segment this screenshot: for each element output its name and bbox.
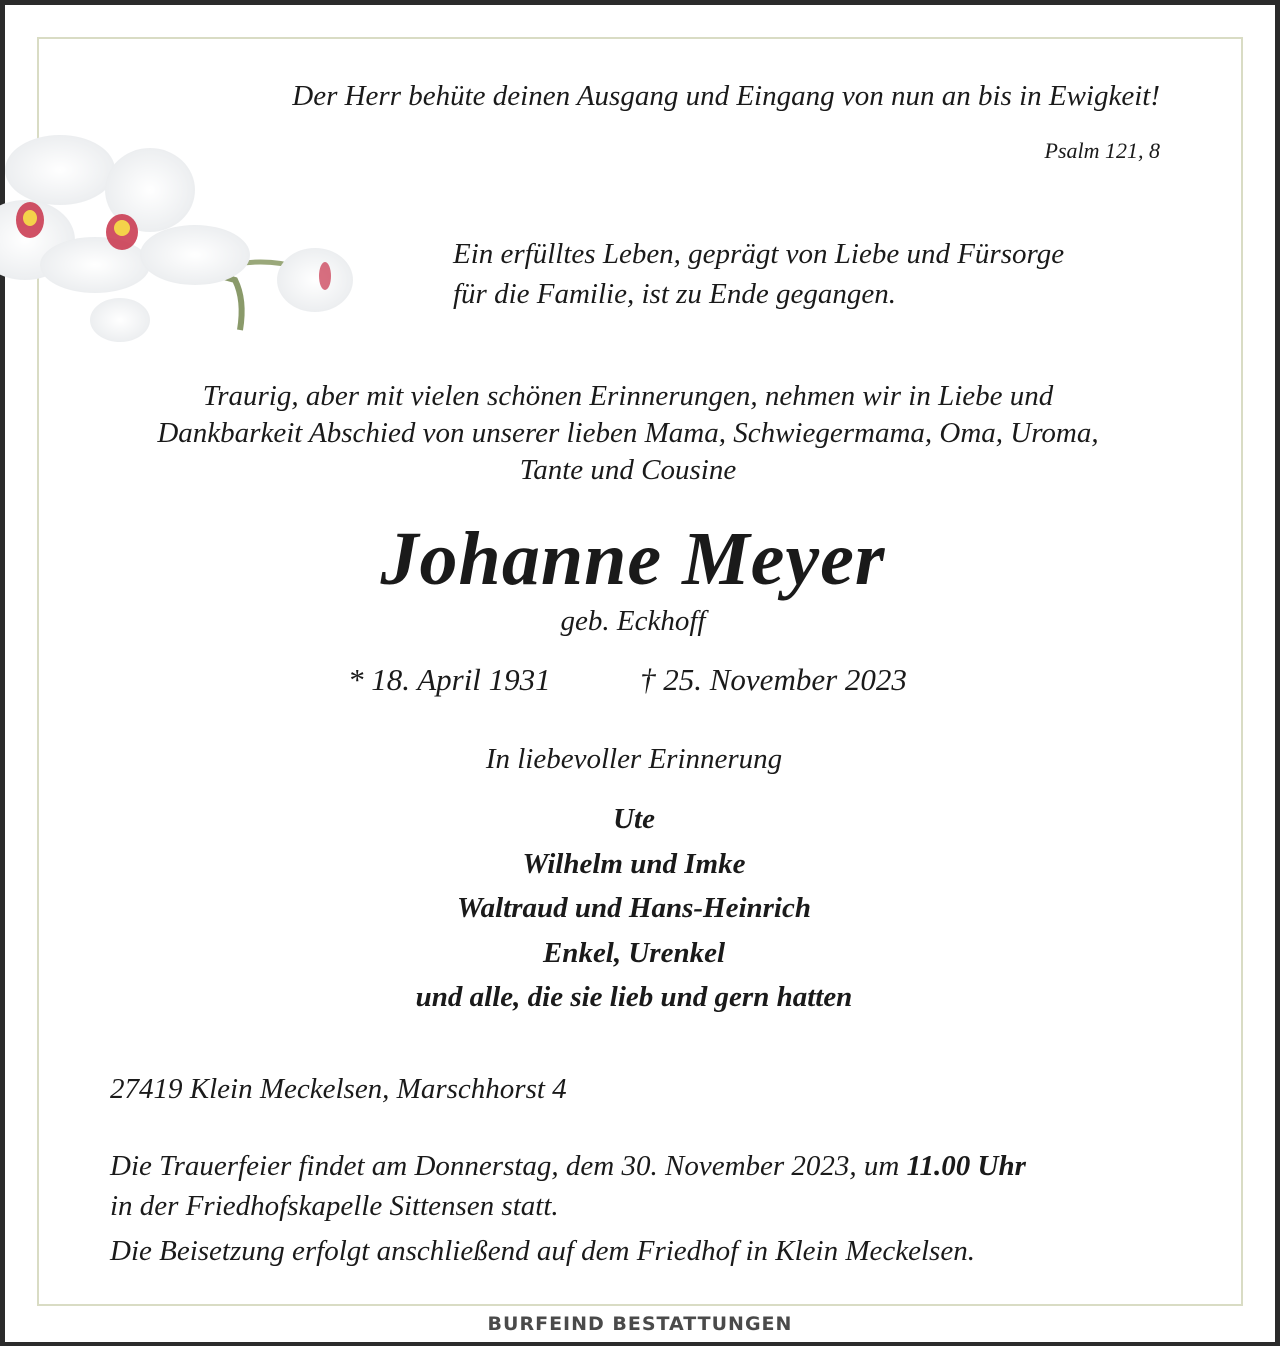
funeral-line-2: in der Friedhofskapelle Sittensen statt. xyxy=(110,1190,559,1222)
life-statement-line: für die Familie, ist zu Ende gegangen. xyxy=(453,278,896,310)
death-date: † 25. November 2023 xyxy=(640,662,907,697)
life-statement xyxy=(453,234,1173,314)
funeral-time: 11.00 Uhr xyxy=(906,1150,1026,1182)
funeral-date-text: Die Trauerfeier findet am Donnerstag, dem 30. November 2023, um xyxy=(110,1150,907,1182)
orchid-flower-image xyxy=(0,130,380,360)
bible-verse-reference: Psalm 121, 8 xyxy=(1044,138,1160,163)
mourner-entry: Enkel, Urenkel xyxy=(542,936,726,969)
life-statement-line: Ein erfülltes Leben, geprägt von Liebe und Fürsorge xyxy=(453,238,1065,270)
mourner-entry: und alle, die sie lieb und gern hatten xyxy=(415,981,853,1013)
funeral-line-1 xyxy=(110,1146,1210,1186)
farewell-intro-line: Tante und Cousine xyxy=(519,454,737,486)
family-address: 27419 Klein Meckelsen, Marschhorst 4 xyxy=(110,1073,567,1105)
birth-date: * 18. April 1931 xyxy=(348,662,551,697)
maiden-name: geb. Eckhoff xyxy=(560,605,706,637)
bible-verse: Der Herr behüte deinen Ausgang und Eingang von nun an bis in Ewigkeit! xyxy=(292,80,1160,112)
mourner-entry: Ute xyxy=(613,803,655,835)
memory-line: In liebevoller Erinnerung xyxy=(485,743,783,775)
mourner-entry: Wilhelm und Imke xyxy=(522,847,746,880)
farewell-intro xyxy=(0,378,1256,489)
burial-info: Die Beisetzung erfolgt anschließend auf dem Friedhof in Klein Meckelsen. xyxy=(110,1235,975,1267)
mourners-list xyxy=(0,797,1268,1020)
funeral-home-logo: BURFEIND BESTATTUNGEN xyxy=(487,1313,793,1335)
mourner-entry: Waltraud und Hans-Heinrich xyxy=(456,892,811,924)
farewell-intro-line: Dankbarkeit Abschied von unserer lieben Mama, Schwiegermama, Oma, Uroma, xyxy=(157,417,1099,449)
funeral-service-info xyxy=(110,1146,1210,1226)
farewell-intro-line: Traurig, aber mit vielen schönen Erinnerungen, nehmen wir in Liebe und xyxy=(202,380,1054,412)
deceased-name: Johanne Meyer xyxy=(380,517,886,601)
